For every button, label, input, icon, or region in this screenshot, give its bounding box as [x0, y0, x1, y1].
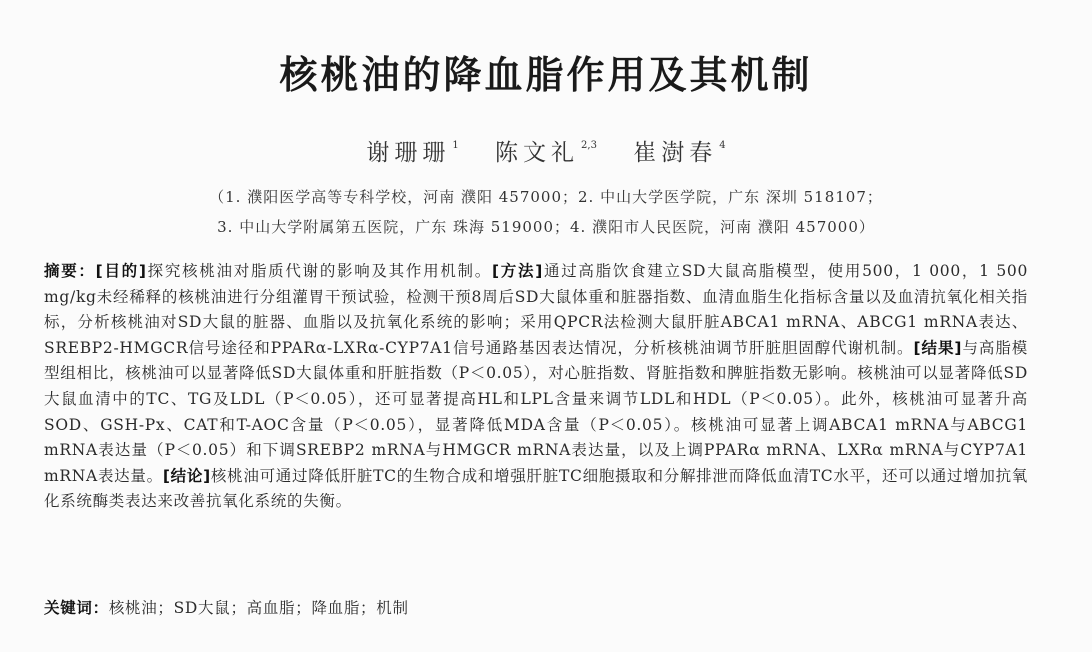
author-list [0, 134, 1092, 167]
affiliation-line: 3. 中山大学附属第五医院，广东 珠海 519000；4. 濮阳市人民医院，河南 濮阳 457000） [217, 218, 875, 236]
author-affiliation-mark: 4 [719, 140, 726, 151]
abstract-label: 摘要： [44, 262, 96, 280]
results-label: [结果] [913, 338, 963, 357]
paper-title: 核桃油的降血脂作用及其机制 [279, 53, 813, 97]
affiliation-line: （1. 濮阳医学高等专科学校，河南 濮阳 457000；2. 中山大学医学院，广东 深圳 518107； [209, 188, 883, 206]
author-name: 谢珊珊 [366, 140, 451, 166]
author [633, 140, 725, 166]
author [495, 140, 597, 166]
methods-label: [方法] [491, 262, 543, 280]
author [366, 140, 458, 166]
results-text: 与高脂模型组相比，核桃油可以显著降低SD大鼠体重和肝脏指数（P＜0.05），对心脏指数、肾脏指数和脾脏指数无影响。核桃油可以显著降低SD大鼠血清中的TC、TG及LDL（P＜0.05），还可显著提高HL和LPL含量来调节LDL和HDL（P＜0.05）。此外，核桃油可显著升高SOD、GSH-Px、CAT和T-AOC含量（P＜0.05），显著降低MDA含量（P＜0.05）。核桃油可显著上调ABCA1 mRNA与ABCG1 mRNA表达量（P＜0.05）和下调SREBP2 mRNA与HMGCR mRNA表达量，以及上调PPARα mRNA、LXRα mRNA与CYP7A1 mRNA表达量。 [44, 338, 1029, 485]
author-name: 陈文礼 [495, 140, 580, 166]
author-affiliation-mark: 2,3 [581, 140, 597, 151]
conclusion-text: 核桃油可通过降低肝脏TC的生物合成和增强肝脏TC细胞摄取和分解排泄而降低血清TC水平，还可以通过增加抗氧化系统酶类表达来改善抗氧化系统的失衡。 [44, 466, 1029, 511]
objective-text: 探究核桃油对脂质代谢的影响及其作用机制。 [146, 262, 492, 280]
methods-text: 通过高脂饮食建立SD大鼠高脂模型，使用500，1 000，1 500 mg/kg未经稀释的核桃油进行分组灌胃干预试验，检测干预8周后SD大鼠体重和脏器指数、血清血脂生化指标含量以及血清抗氧化相关指标，分析核桃油对SD大鼠的脏器、血脂以及抗氧化系统的影响；采用QPCR法检测大鼠肝脏ABCA1 mRNA、ABCG1 mRNA表达、SREBP2-HMGCR信号途径和PPARα-LXRα-CYP7A1信号通路基因表达情况，分析核桃油调节肝脏胆固醇代谢机制。 [44, 262, 1029, 357]
author-name: 崔澍春 [633, 140, 718, 166]
keywords-label: 关键词： [44, 599, 109, 617]
keywords-text: 核桃油；SD大鼠；高血脂；降血脂；机制 [108, 599, 409, 617]
abstract [44, 259, 1028, 515]
keywords [44, 596, 1028, 618]
author-affiliation-mark: 1 [452, 140, 459, 151]
conclusion-label: [结论] [162, 466, 211, 485]
objective-label: [目的] [95, 262, 147, 280]
